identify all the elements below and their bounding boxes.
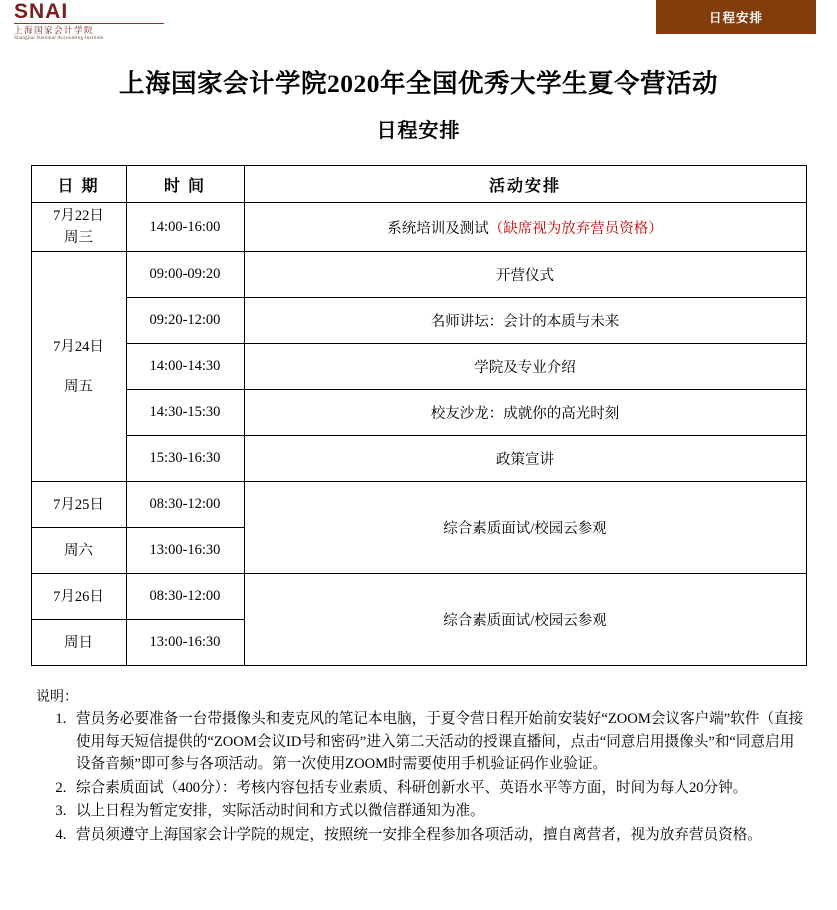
date-cell	[31, 252, 126, 482]
activity-cell	[244, 203, 806, 252]
time-cell: 09:00-09:20	[126, 252, 244, 298]
date-line-1: 7月25日	[53, 496, 104, 513]
activity-cell: 综合素质面试/校园云参观	[244, 482, 806, 574]
activity-cell: 名师讲坛：会计的本质与未来	[244, 298, 806, 344]
table-row	[31, 298, 806, 344]
logo-mark	[14, 2, 164, 22]
date-cell	[31, 203, 126, 252]
date-line-1: 7月24日	[53, 338, 104, 355]
notes-list	[36, 708, 806, 846]
list-item: 4. 营员须遵守上海国家会计学院的规定，按照统一安排全程参加各项活动，擅自离营者，视为放弃营员资格。	[70, 824, 806, 847]
date-line-2: 周五	[64, 378, 93, 395]
time-cell: 13:00-16:30	[126, 620, 244, 666]
table-row	[31, 436, 806, 482]
activity-warning-text: （缺席视为放弃营员资格）	[488, 220, 663, 237]
column-header-date: 日 期	[31, 166, 126, 203]
notes-section	[36, 686, 806, 846]
activity-cell: 开营仪式	[244, 252, 806, 298]
logo-name-cn: 上海国家会计学院	[14, 25, 95, 35]
time-cell: 13:00-16:30	[126, 528, 244, 574]
date-cell	[31, 482, 126, 528]
list-item: 1. 营员务必要准备一台带摄像头和麦克风的笔记本电脑，于夏令营日程开始前安装好“ZOOM会议客户端”软件（直接使用每天短信提供的“ZOOM会议ID号和密码”进入第二天活动的授课直播间，点击“同意启用摄像头”和“同意启用设备音频”即可参与各项活动。第一次使用ZOOM时需要使用手机验证码作业验证。	[70, 708, 806, 776]
table-row	[31, 344, 806, 390]
table-header-row	[31, 166, 806, 203]
page-title: 上海国家会计学院2020年全国优秀大学生夏令营活动	[118, 69, 718, 98]
list-item: 3. 以上日程为暂定安排，实际活动时间和方式以微信群通知为准。	[70, 800, 806, 823]
activity-cell: 学院及专业介绍	[244, 344, 806, 390]
table-row	[31, 252, 806, 298]
time-cell: 14:00-14:30	[126, 344, 244, 390]
time-cell: 09:20-12:00	[126, 298, 244, 344]
schedule-table	[31, 165, 807, 666]
notes-title: 说明：	[36, 690, 78, 705]
tab-schedule-label: 日程安排	[708, 11, 763, 25]
logo-divider	[14, 23, 164, 24]
page-subtitle: 日程安排	[376, 120, 461, 142]
date-line-1: 7月22日	[53, 208, 104, 224]
table-row	[31, 482, 806, 528]
list-item: 2. 综合素质面试（400分）：考核内容包括专业素质、科研创新水平、英语水平等方面，时间为每人20分钟。	[70, 777, 806, 800]
activity-text: 系统培训及测试	[387, 220, 489, 237]
table-row	[31, 574, 806, 620]
time-cell: 14:00-16:00	[126, 203, 244, 252]
table-row	[31, 203, 806, 252]
time-cell: 15:30-16:30	[126, 436, 244, 482]
table-row	[31, 390, 806, 436]
time-cell: 14:30-15:30	[126, 390, 244, 436]
date-line-2: 周六	[64, 542, 93, 559]
date-cell	[31, 574, 126, 620]
column-header-time: 时 间	[126, 166, 244, 203]
column-header-activity: 活动安排	[244, 166, 806, 203]
date-cell	[31, 620, 126, 666]
activity-cell: 综合素质面试/校园云参观	[244, 574, 806, 666]
time-cell: 08:30-12:00	[126, 574, 244, 620]
tab-schedule[interactable]	[656, 0, 816, 34]
activity-cell: 政策宣讲	[244, 436, 806, 482]
logo-name-en: Shanghai National Accounting Institute	[14, 35, 104, 41]
date-line-1: 7月26日	[53, 588, 104, 605]
institute-logo	[14, 0, 164, 41]
page-header	[0, 0, 837, 41]
logo-mark-text: SNAI	[14, 0, 69, 23]
date-cell	[31, 528, 126, 574]
time-cell: 08:30-12:00	[126, 482, 244, 528]
date-line-2: 周三	[64, 230, 93, 246]
activity-cell: 校友沙龙：成就你的高光时刻	[244, 390, 806, 436]
date-line-2: 周日	[64, 634, 93, 651]
